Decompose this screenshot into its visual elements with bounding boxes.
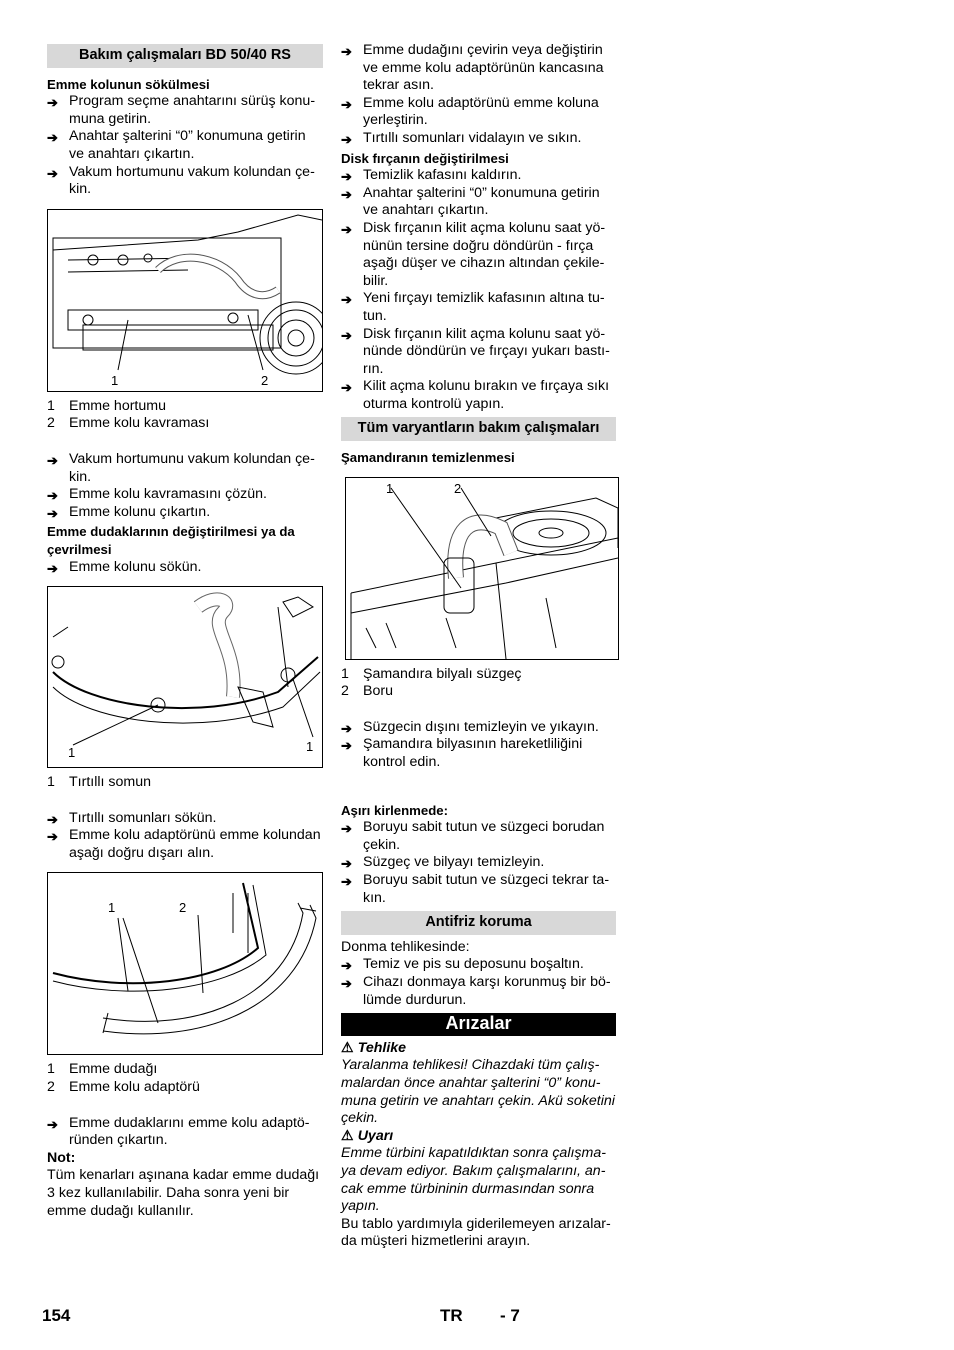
legend-item (341, 666, 616, 684)
legend-number: 1 (341, 665, 349, 682)
danger-title-row (341, 1040, 616, 1058)
step-item (47, 164, 323, 199)
right-column (341, 42, 616, 1251)
section-title-maintenance-bd: Bakım çalışmaları BD 50/40 RS (47, 44, 323, 68)
legend-number: 2 (341, 683, 349, 700)
step-text: Cihazı donmaya karşı korunmuş bir bölümde durdurun. (363, 973, 611, 1008)
arrow-right-icon: ➔ (47, 452, 58, 468)
figure-label: 2 (261, 372, 269, 388)
step-item (47, 128, 323, 163)
step-item (47, 827, 323, 862)
arrow-right-icon: ➔ (47, 488, 58, 504)
arrow-right-icon: ➔ (341, 186, 352, 202)
arrow-right-icon: ➔ (341, 131, 352, 147)
step-list (47, 559, 323, 577)
figure-label: 1 (68, 745, 76, 761)
danger-title: Tehlike (357, 1039, 407, 1056)
legend-text: Emme hortumu (69, 397, 166, 414)
legend-text: Emme dudağı (69, 1061, 158, 1078)
step-item (47, 810, 323, 828)
step-item (341, 290, 616, 325)
step-item (341, 378, 616, 413)
step-item (341, 854, 616, 872)
figure-suction-hose (47, 209, 323, 392)
arrow-right-icon: ➔ (47, 811, 58, 827)
figure-label: 1 (111, 372, 119, 388)
step-item (341, 974, 616, 1009)
step-item (341, 220, 616, 290)
arrow-right-icon: ➔ (47, 95, 58, 111)
arrow-right-icon: ➔ (47, 1116, 58, 1132)
step-list (47, 451, 323, 521)
arrow-right-icon: ➔ (47, 560, 58, 576)
step-list (341, 167, 616, 413)
step-text: Emme kolu adaptörünü emme kolundan aşağı doğru dışarı alın. (69, 827, 321, 861)
arrow-right-icon: ➔ (341, 327, 352, 343)
danger-text: Yaralanma tehlikesi! Cihazdaki tüm çalışmalardan önce anahtar şalterini “0” konumuna getirin ve anahtarı çekin. Akü soketini çekin. (341, 1057, 615, 1127)
arrow-right-icon: ➔ (341, 821, 352, 837)
arrow-right-icon: ➔ (341, 44, 352, 59)
legend-text: Şamandıra bilyalı süzgeç (363, 665, 522, 682)
subheading-clean-float: Şamandıranın temizlenmesi (341, 450, 515, 466)
step-text: Emme dudaklarını emme kolu adaptöründen çıkartın. (69, 1114, 310, 1149)
subheading-replace-suction-lips: Emme dudaklarının değiştirilmesi ya da çevrilmesi (47, 524, 295, 557)
arrow-right-icon: ➔ (47, 505, 58, 521)
step-item (341, 42, 616, 95)
legend-text: Emme kolu kavraması (69, 415, 210, 432)
legend-item (341, 683, 616, 701)
subheading-heavy-soiling: Aşırı kirlenmede: (341, 802, 449, 818)
arrow-right-icon: ➔ (341, 292, 352, 308)
step-item (341, 819, 616, 854)
arrow-right-icon: ➔ (341, 856, 352, 872)
step-text: Emme kolunu sökün. (69, 558, 202, 575)
sub-page-number: - 7 (500, 1306, 520, 1325)
figure-float-filter-drawing (346, 478, 618, 659)
legend-text: Tırtıllı somun (69, 774, 151, 791)
step-text: Program seçme anahtarını sürüş konumuna getirin. (69, 93, 316, 127)
step-text: Emme kolunu çıkartın. (69, 503, 211, 520)
arrow-right-icon: ➔ (341, 738, 352, 754)
step-item (341, 167, 616, 185)
step-text: Vakum hortumunu vakum kolundan çekin. (69, 450, 315, 485)
frost-intro: Donma tehlikesinde: (341, 938, 470, 955)
left-column (47, 44, 323, 1220)
legend-number: 2 (47, 1079, 55, 1096)
step-text: Süzgeç ve bilyayı temizleyin. (363, 854, 545, 871)
note-text: Tüm kenarları aşınana kadar emme dudağı 3 kez kullanılabilir. Daha sonra yeni bir emme dudağı kullanılır. (47, 1167, 320, 1219)
figure-suction-hose-drawing (48, 210, 322, 391)
figure-float-filter (345, 477, 619, 660)
step-item (341, 956, 616, 974)
language-code: TR (440, 1306, 463, 1325)
figure-legend (341, 666, 616, 701)
arrow-right-icon: ➔ (341, 975, 352, 991)
section-title-antifreeze: Antifriz koruma (341, 911, 616, 935)
arrow-right-icon: ➔ (341, 169, 352, 185)
figure-knurled-nuts (47, 586, 323, 768)
arrow-right-icon: ➔ (341, 221, 352, 237)
step-list (341, 42, 616, 148)
step-text: Disk fırçanın kilit açma kolunu saat yönünde döndürün ve fırçayı yukarı bastırın. (363, 325, 610, 377)
step-text: Anahtar şalterini “0” konumuna getirin ve anahtarı çıkartın. (69, 128, 306, 162)
warning-triangle-icon: ⚠ (341, 1127, 354, 1144)
step-list (341, 719, 616, 772)
page-number: 154 (42, 1306, 71, 1325)
section-title-faults: Arızalar (341, 1013, 616, 1036)
step-item (341, 719, 616, 737)
figure-label: 2 (454, 480, 462, 496)
legend-text: Emme kolu adaptörü (69, 1079, 200, 1096)
figure-legend (47, 1061, 323, 1096)
customer-service-text: Bu tablo yardımıyla giderilemeyen arızalarda müşteri hizmetlerini arayın. (341, 1215, 611, 1250)
warning-triangle-icon: ⚠ (341, 1039, 354, 1056)
step-list (341, 956, 616, 1009)
step-item (341, 872, 616, 907)
step-item (47, 451, 323, 486)
step-text: Anahtar şalterini “0” konumuna getirin ve anahtarı çıkartın. (363, 184, 600, 219)
caution-title: Uyarı (357, 1127, 394, 1144)
figure-label: 1 (108, 900, 116, 916)
section-title-all-variants: Tüm varyantların bakım çalışmaları (341, 417, 616, 441)
caution-title-row (341, 1128, 616, 1146)
step-text: Emme kolu adaptörünü emme koluna yerleştirin. (363, 94, 599, 129)
step-item (341, 130, 616, 148)
figure-label: 2 (179, 900, 187, 916)
legend-number: 1 (47, 397, 55, 414)
figure-knurled-nuts-drawing (48, 587, 322, 767)
subheading-remove-suction-arm: Emme kolunun sökülmesi (47, 76, 210, 92)
arrow-right-icon: ➔ (47, 829, 58, 845)
step-list (341, 819, 616, 907)
step-list (47, 1115, 323, 1150)
step-text: Emme kolu kavramasını çözün. (69, 486, 267, 503)
step-text: Yeni fırçayı temizlik kafasının altına tutun. (363, 290, 605, 324)
step-text: Kilit açma kolunu bırakın ve fırçaya sıkı oturma kontrolü yapın. (363, 378, 610, 412)
figure-suction-lip-adapter (47, 872, 323, 1055)
legend-item (47, 1079, 323, 1097)
step-text: Tırtıllı somunları vidalayın ve sıkın. (363, 129, 582, 146)
subheading-replace-disc-brush: Disk fırçanın değiştirilmesi (341, 150, 509, 166)
step-item (47, 93, 323, 128)
arrow-right-icon: ➔ (47, 130, 58, 146)
step-text: Boruyu sabit tutun ve süzgeci tekrar takın. (363, 872, 610, 906)
arrow-right-icon: ➔ (341, 380, 352, 396)
step-text: Boruyu sabit tutun ve süzgeci borudan çekin. (363, 819, 605, 853)
step-text: Vakum hortumunu vakum kolundan çekin. (69, 163, 315, 198)
caution-text: Emme türbini kapatıldıktan sonra çalışmaya devam ediyor. Bakım çalışmalarını, ancak emme türbininin durmasından sonra yapın. (341, 1145, 606, 1215)
step-item (47, 486, 323, 504)
step-text: Süzgecin dışını temizleyin ve yıkayın. (363, 718, 599, 735)
arrow-right-icon: ➔ (341, 96, 352, 112)
legend-text: Boru (363, 683, 393, 700)
arrow-right-icon: ➔ (47, 165, 58, 181)
step-item (341, 185, 616, 220)
step-item (47, 504, 323, 522)
figure-legend (47, 774, 323, 792)
legend-number: 1 (47, 774, 55, 791)
step-text: Temiz ve pis su deposunu boşaltın. (363, 956, 584, 973)
step-item (47, 559, 323, 577)
figure-label: 1 (386, 480, 394, 496)
step-item (341, 736, 616, 771)
figure-legend (47, 398, 323, 433)
legend-number: 2 (47, 415, 55, 432)
step-list (47, 93, 323, 199)
legend-item (47, 1061, 323, 1079)
legend-item (47, 774, 323, 792)
note-title: Not: (47, 1149, 76, 1166)
legend-item (47, 415, 323, 433)
step-text: Emme dudağını çevirin veya değiştirin ve emme kolu adaptörünün kancasına tekrar asın. (363, 42, 604, 94)
step-text: Disk fırçanın kilit açma kolunu saat yönünün tersine doğru döndürün - fırça aşağı düşer ve cihazın altından çekilebilir. (363, 219, 606, 289)
step-item (341, 95, 616, 130)
legend-number: 1 (47, 1061, 55, 1078)
legend-item (47, 398, 323, 416)
step-text: Şamandıra bilyasının hareketliliğini kontrol edin. (363, 736, 583, 771)
step-item (47, 1115, 323, 1150)
arrow-right-icon: ➔ (341, 874, 352, 889)
step-text: Tırtıllı somunları sökün. (69, 809, 217, 826)
arrow-right-icon: ➔ (341, 958, 352, 974)
step-item (341, 326, 616, 379)
step-text: Temizlik kafasını kaldırın. (363, 167, 522, 184)
figure-label: 1 (306, 739, 314, 755)
step-list (47, 810, 323, 863)
arrow-right-icon: ➔ (341, 720, 352, 736)
